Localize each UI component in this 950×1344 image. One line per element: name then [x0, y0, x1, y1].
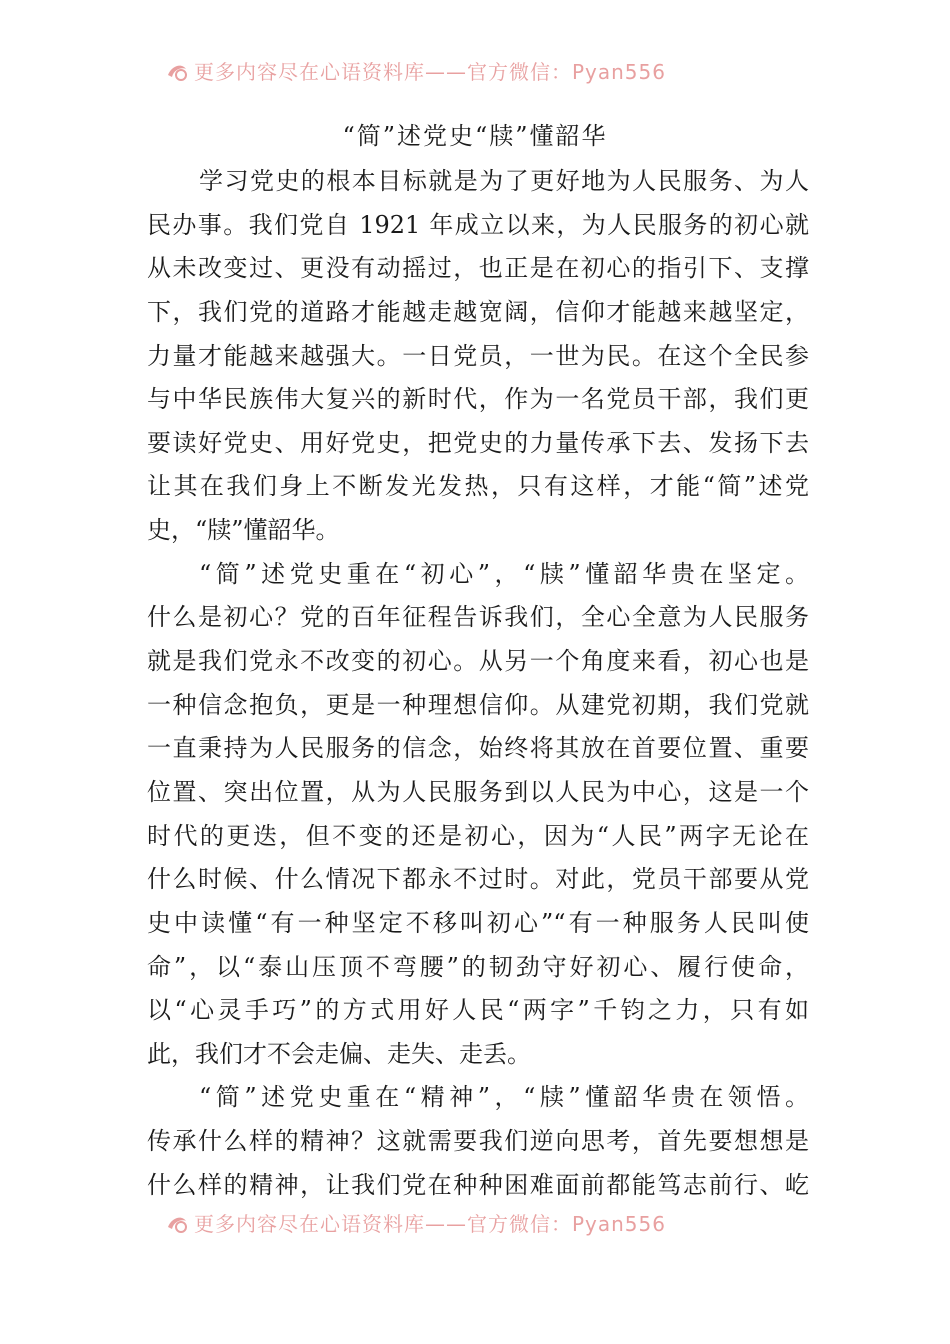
text-line: 什么时候、什么情况下都永不过时。对此，党员干部要从党 [147, 865, 809, 894]
text-line: 史中读懂“有一种坚定不移叫初心”“有一种服务人民叫使 [147, 908, 809, 937]
text-line: 民办事。我们党自 1921 年成立以来，为人民服务的初心就 [147, 210, 809, 239]
text-line: 一种信念抱负，更是一种理想信仰。从建党初期，我们党就 [147, 690, 809, 719]
text-line: 命”，以“泰山压顶不弯腰”的韧劲守好初心、履行使命， [147, 952, 809, 981]
text-line: 下，我们党的道路才能越走越宽阔，信仰才能越来越坚定， [147, 297, 809, 326]
text-line: 一直秉持为人民服务的信念，始终将其放在首要位置、重要 [147, 734, 809, 763]
text-line: 就是我们党永不改变的初心。从另一个角度来看，初心也是 [147, 647, 809, 676]
text-line: “简”述党史重在“初心”，“牍”懂韶华贵在坚定。 [199, 559, 809, 588]
text-line: 什么样的精神，让我们党在种种困难面前都能笃志前行、屹 [147, 1170, 809, 1199]
text-line: “简”述党史重在“精神”，“牍”懂韶华贵在领悟。 [199, 1083, 809, 1112]
text-line: 要读好党史、用好党史，把党史的力量传承下去、发扬下去 [147, 428, 809, 457]
watermark-logo-icon [164, 1209, 190, 1235]
watermark-footer [0, 1202, 950, 1242]
text-line: 位置、突出位置，从为人民服务到以人民为中心，这是一个 [147, 777, 809, 806]
watermark-text: 更多内容尽在心语资料库——官方微信：Pyan556 [193, 1211, 666, 1236]
document-title: “简”述党史“牍”懂韶华 [342, 122, 608, 150]
text-line: 学习党史的根本目标就是为了更好地为人民服务、为人 [199, 167, 809, 195]
watermark-header [0, 50, 950, 90]
watermark-logo-icon [164, 57, 190, 83]
text-line: 史，“牍”懂韶华。 [147, 516, 340, 545]
text-line: 此，我们才不会走偏、走失、走丢。 [147, 1039, 531, 1068]
text-line: 传承什么样的精神？这就需要我们逆向思考，首先要想想是 [147, 1127, 809, 1156]
text-line: 从未改变过、更没有动摇过，也正是在初心的指引下、支撑 [147, 254, 809, 283]
text-line: 什么是初心？党的百年征程告诉我们，全心全意为人民服务 [147, 603, 809, 632]
text-line: 与中华民族伟大复兴的新时代，作为一名党员干部，我们更 [147, 385, 809, 414]
text-line: 力量才能越来越强大。一日党员，一世为民。在这个全民参 [147, 341, 809, 370]
watermark-text: 更多内容尽在心语资料库——官方微信：Pyan556 [193, 59, 666, 84]
text-line: 以“心灵手巧”的方式用好人民“两字”千钧之力，只有如 [147, 996, 809, 1025]
text-line: 时代的更迭，但不变的还是初心，因为“人民”两字无论在 [147, 821, 809, 850]
text-line: 让其在我们身上不断发光发热，只有这样，才能“简”述党 [147, 472, 809, 501]
document-body [147, 160, 809, 1207]
